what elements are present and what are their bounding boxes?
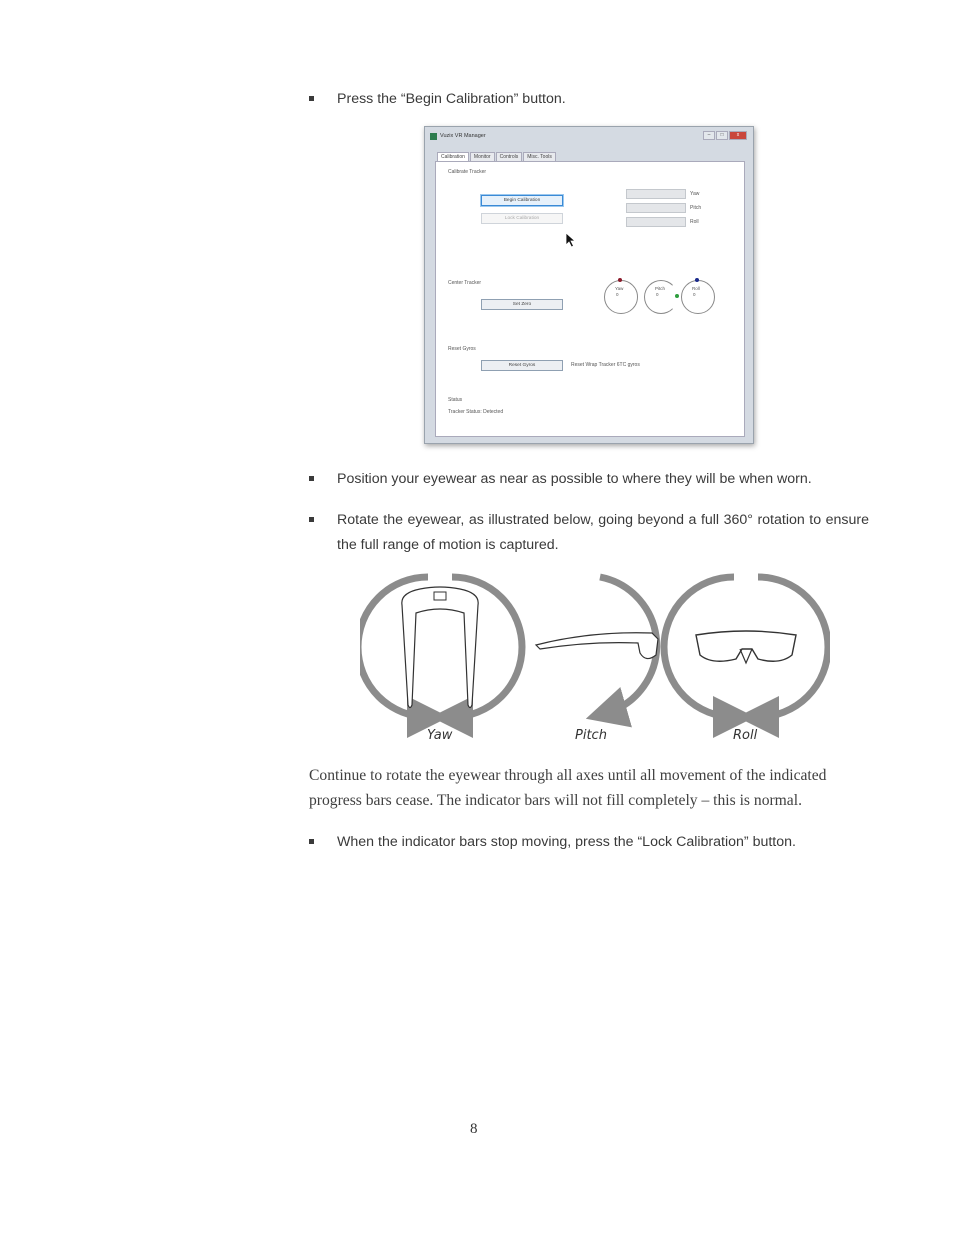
window-controls xyxy=(703,131,747,140)
yaw-progress-bar xyxy=(626,189,686,199)
roll-dial-value: 0 xyxy=(693,292,696,297)
roll-bar-label: Roll xyxy=(690,219,699,225)
vr-manager-window-screenshot xyxy=(424,126,754,444)
reset-gyros-button[interactable]: Reset Gyros xyxy=(481,360,563,371)
minimize-icon[interactable]: – xyxy=(703,131,715,140)
begin-calibration-button[interactable]: Begin Calibration xyxy=(481,195,563,206)
pitch-progress-bar xyxy=(626,203,686,213)
set-zero-button[interactable]: Set Zero xyxy=(481,299,563,310)
bullet-marker xyxy=(309,476,314,481)
bullet-text: Position your eyewear as near as possible to where they will be when worn. xyxy=(337,471,812,487)
pitch-bar-label: Pitch xyxy=(690,205,702,211)
calibration-panel xyxy=(435,161,745,437)
bullet-marker xyxy=(309,517,314,522)
window-title: Vuzix VR Manager xyxy=(440,133,486,139)
roll-dial xyxy=(681,280,715,314)
rotation-axes-illustration xyxy=(360,565,830,755)
mouse-cursor-icon xyxy=(565,232,577,248)
bullet-text: Press the “Begin Calibration” button. xyxy=(337,91,566,107)
bullet-rotate-eyewear xyxy=(309,508,869,558)
continue-rotation-paragraph: Continue to rotate the eyewear through all axes until all movement of the indicated progress bars cease. The indicator bars will not fill completely – this is normal. xyxy=(309,767,827,809)
roll-dial-label: Roll xyxy=(692,286,700,291)
roll-dial-indicator xyxy=(695,278,699,282)
calibrate-tracker-label: Calibrate Tracker xyxy=(448,169,487,175)
bullet-text: When the indicator bars stop moving, press the “Lock Calibration” button. xyxy=(337,834,796,850)
app-icon xyxy=(430,133,437,140)
pitch-caption: Pitch xyxy=(575,728,607,743)
glasses-front-view-icon xyxy=(696,631,796,661)
bullet-lock-calibration xyxy=(309,830,869,855)
status-text: Tracker Status: Detected xyxy=(448,409,504,415)
bullet-text: Rotate the eyewear, as illustrated below, going beyond a full 360° rotation to ensure the full range of motion is captured. xyxy=(337,512,869,553)
yaw-caption: Yaw xyxy=(427,728,453,743)
reset-gyros-note: Reset Wrap Tracker 6TC gyros xyxy=(571,362,640,368)
bullet-position-eyewear xyxy=(309,467,869,492)
pitch-dial-label: Pitch xyxy=(655,286,666,291)
yaw-dial-value: 0 xyxy=(616,292,619,297)
yaw-bar-label: Yaw xyxy=(690,191,700,197)
pitch-dial-value: 0 xyxy=(656,292,659,297)
lock-calibration-button[interactable]: Lock Calibration xyxy=(481,213,563,224)
roll-rotation-diagram xyxy=(664,577,828,717)
bullet-marker xyxy=(309,96,314,101)
roll-caption: Roll xyxy=(733,728,758,743)
glasses-top-view-icon xyxy=(402,587,478,708)
tab-calibration[interactable]: Calibration xyxy=(437,152,469,163)
roll-progress-bar xyxy=(626,217,686,227)
pitch-rotation-diagram xyxy=(536,577,658,713)
yaw-dial xyxy=(604,280,638,314)
status-label: Status xyxy=(448,397,463,403)
tab-monitor[interactable]: Monitor xyxy=(470,152,495,162)
center-tracker-label: Center Tracker xyxy=(448,280,482,286)
reset-gyros-label: Reset Gyros xyxy=(448,346,476,352)
tab-misc-tools[interactable]: Misc. Tools xyxy=(523,152,556,162)
maximize-icon[interactable]: □ xyxy=(716,131,728,140)
yaw-rotation-diagram xyxy=(360,577,522,717)
tab-controls[interactable]: Controls xyxy=(496,152,523,162)
pitch-dial xyxy=(644,280,678,314)
pitch-dial-indicator xyxy=(675,294,679,298)
glasses-side-view-icon xyxy=(536,633,658,659)
bullet-begin-calibration xyxy=(309,87,869,112)
bullet-marker xyxy=(309,839,314,844)
yaw-dial-indicator xyxy=(618,278,622,282)
close-icon[interactable]: x xyxy=(729,131,747,140)
page-number: 8 xyxy=(470,1121,478,1137)
yaw-dial-label: Yaw xyxy=(615,286,624,291)
